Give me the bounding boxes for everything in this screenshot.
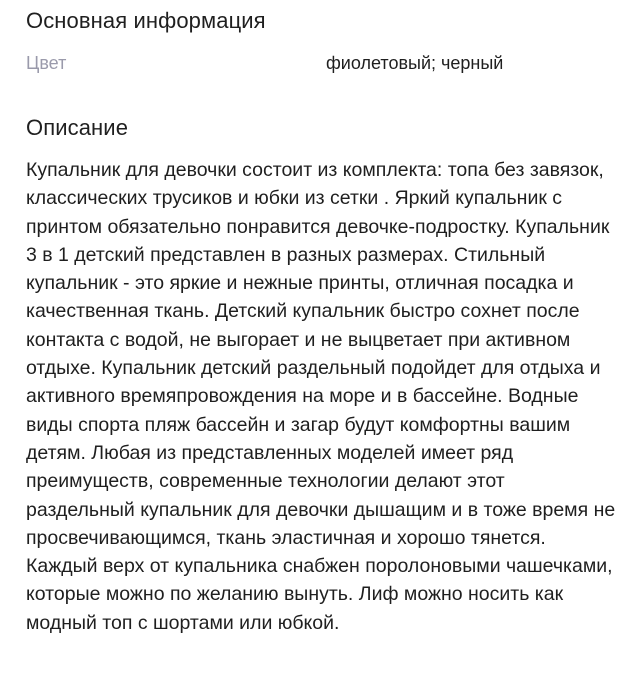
description-title: Описание xyxy=(26,115,129,140)
description-text: Купальник для девочки состоит из комплекта: топа без завязок, классических трусиков и юбки из сетки . Яркий купальник с принтом обязательно понравится девочке-подростку. Купальник 3 в 1 детский представлен в разных размерах. Стильный купальник - это яркие и нежные принты, отличная посадка и качественная ткань. Детский купальник быстро сохнет после контакта с водой, не выгорает и не выцветает при активном отдыхе. Купальник детский раздельный подойдет для отдыха и активного времяпровождения на море и в бассейне. Водные виды спорта пляж бассейн и загар будут комфортны вашим детям. Любая из представленных моделей имеет ряд преимуществ, современные технологии делают этот раздельный купальник для девочки дышащим и в тоже время не просвечивающимся, ткань эластичная и хорошо тянется. Каждый верх от купальника снабжен поролоновыми чашечками, которые можно по желанию вынуть. Лиф можно носить как модный топ с шортами или юбкой. xyxy=(26,159,616,634)
attribute-value: фиолетовый; черный xyxy=(326,52,504,73)
attribute-row-color xyxy=(26,50,614,76)
main-info-title: Основная информация xyxy=(26,8,266,33)
attribute-label: Цвет xyxy=(26,52,67,73)
